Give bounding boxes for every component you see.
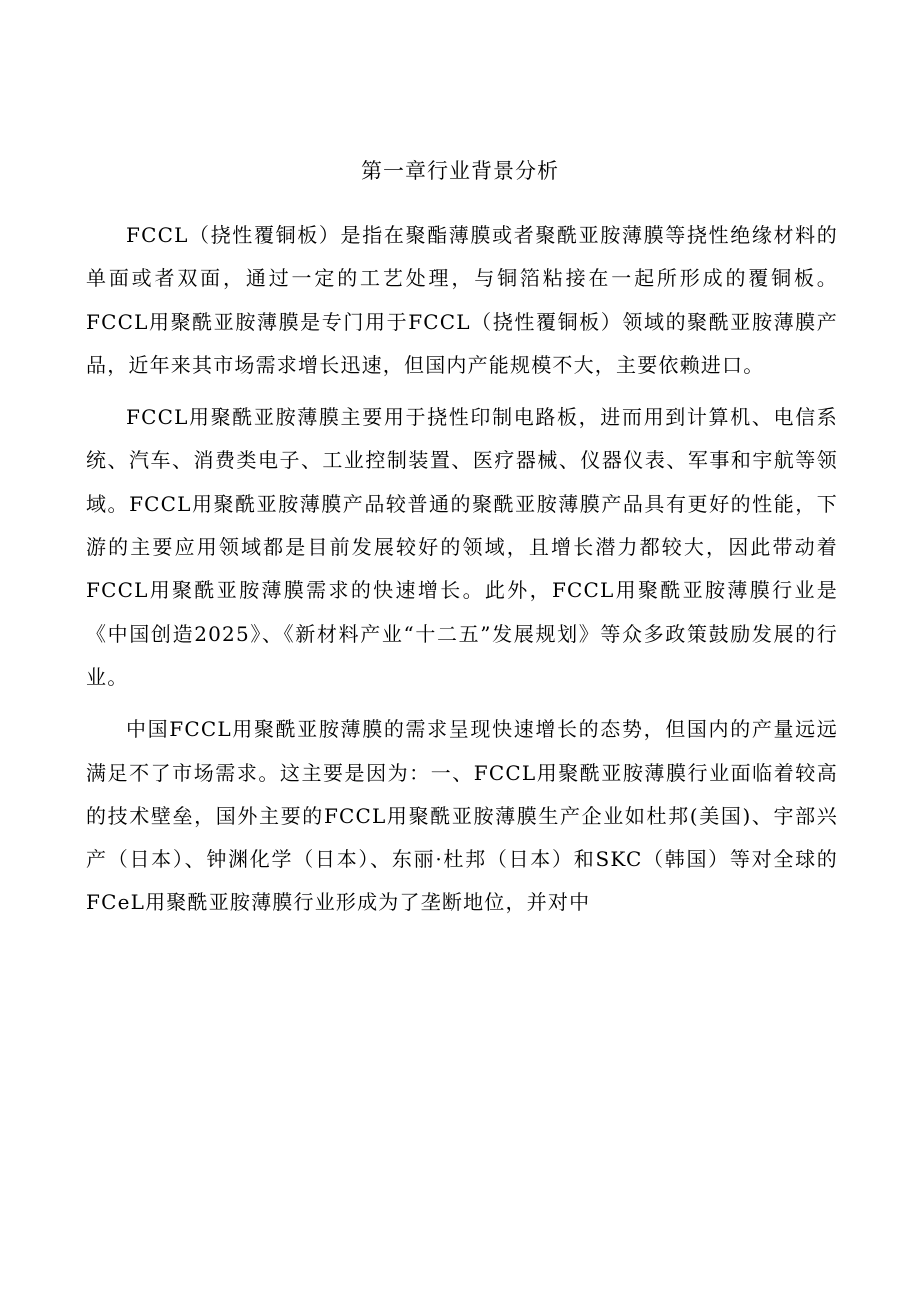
document-body	[86, 214, 838, 934]
paragraph-market-demand: 中国FCCL用聚酰亚胺薄膜的需求呈现快速增长的态势，但国内的产量远远满足不了市场需求。这主要是因为：一、FCCL用聚酰亚胺薄膜行业面临着较高的技术壁垒，国外主要的FCCL用聚酰亚胺薄膜生产企业如杜邦(美国)、宇部兴产（日本）、钟渊化学（日本）、东丽·杜邦（日本）和SKC（韩国）等对全球的FCeL用聚酰亚胺薄膜行业形成为了垄断地位，并对中	[86, 717, 838, 915]
chapter-title: 第一章行业背景分析	[361, 159, 559, 183]
paragraph-fccl-definition: FCCL（挠性覆铜板）是指在聚酯薄膜或者聚酰亚胺薄膜等挠性绝缘材料的单面或者双面，通过一定的工艺处理，与铜箔粘接在一起所形成的覆铜板。FCCL用聚酰亚胺薄膜是专门用于FCCL（挠性覆铜板）领域的聚酰亚胺薄膜产品，近年来其市场需求增长迅速，但国内产能规模不大，主要依赖进口。	[86, 223, 838, 377]
paragraph-fccl-applications: FCCL用聚酰亚胺薄膜主要用于挠性印制电路板，进而用到计算机、电信系统、汽车、消费类电子、工业控制装置、医疗器械、仪器仪表、军事和宇航等领域。FCCL用聚酰亚胺薄膜产品较普通的聚酰亚胺薄膜产品具有更好的性能，下游的主要应用领域都是目前发展较好的领域，且增长潜力都较大，因此带动着FCCL用聚酰亚胺薄膜需求的快速增长。此外，FCCL用聚酰亚胺薄膜行业是《中国创造2025》、《新材料产业“十二五”发展规划》等众多政策鼓励发展的行业。	[86, 405, 838, 689]
